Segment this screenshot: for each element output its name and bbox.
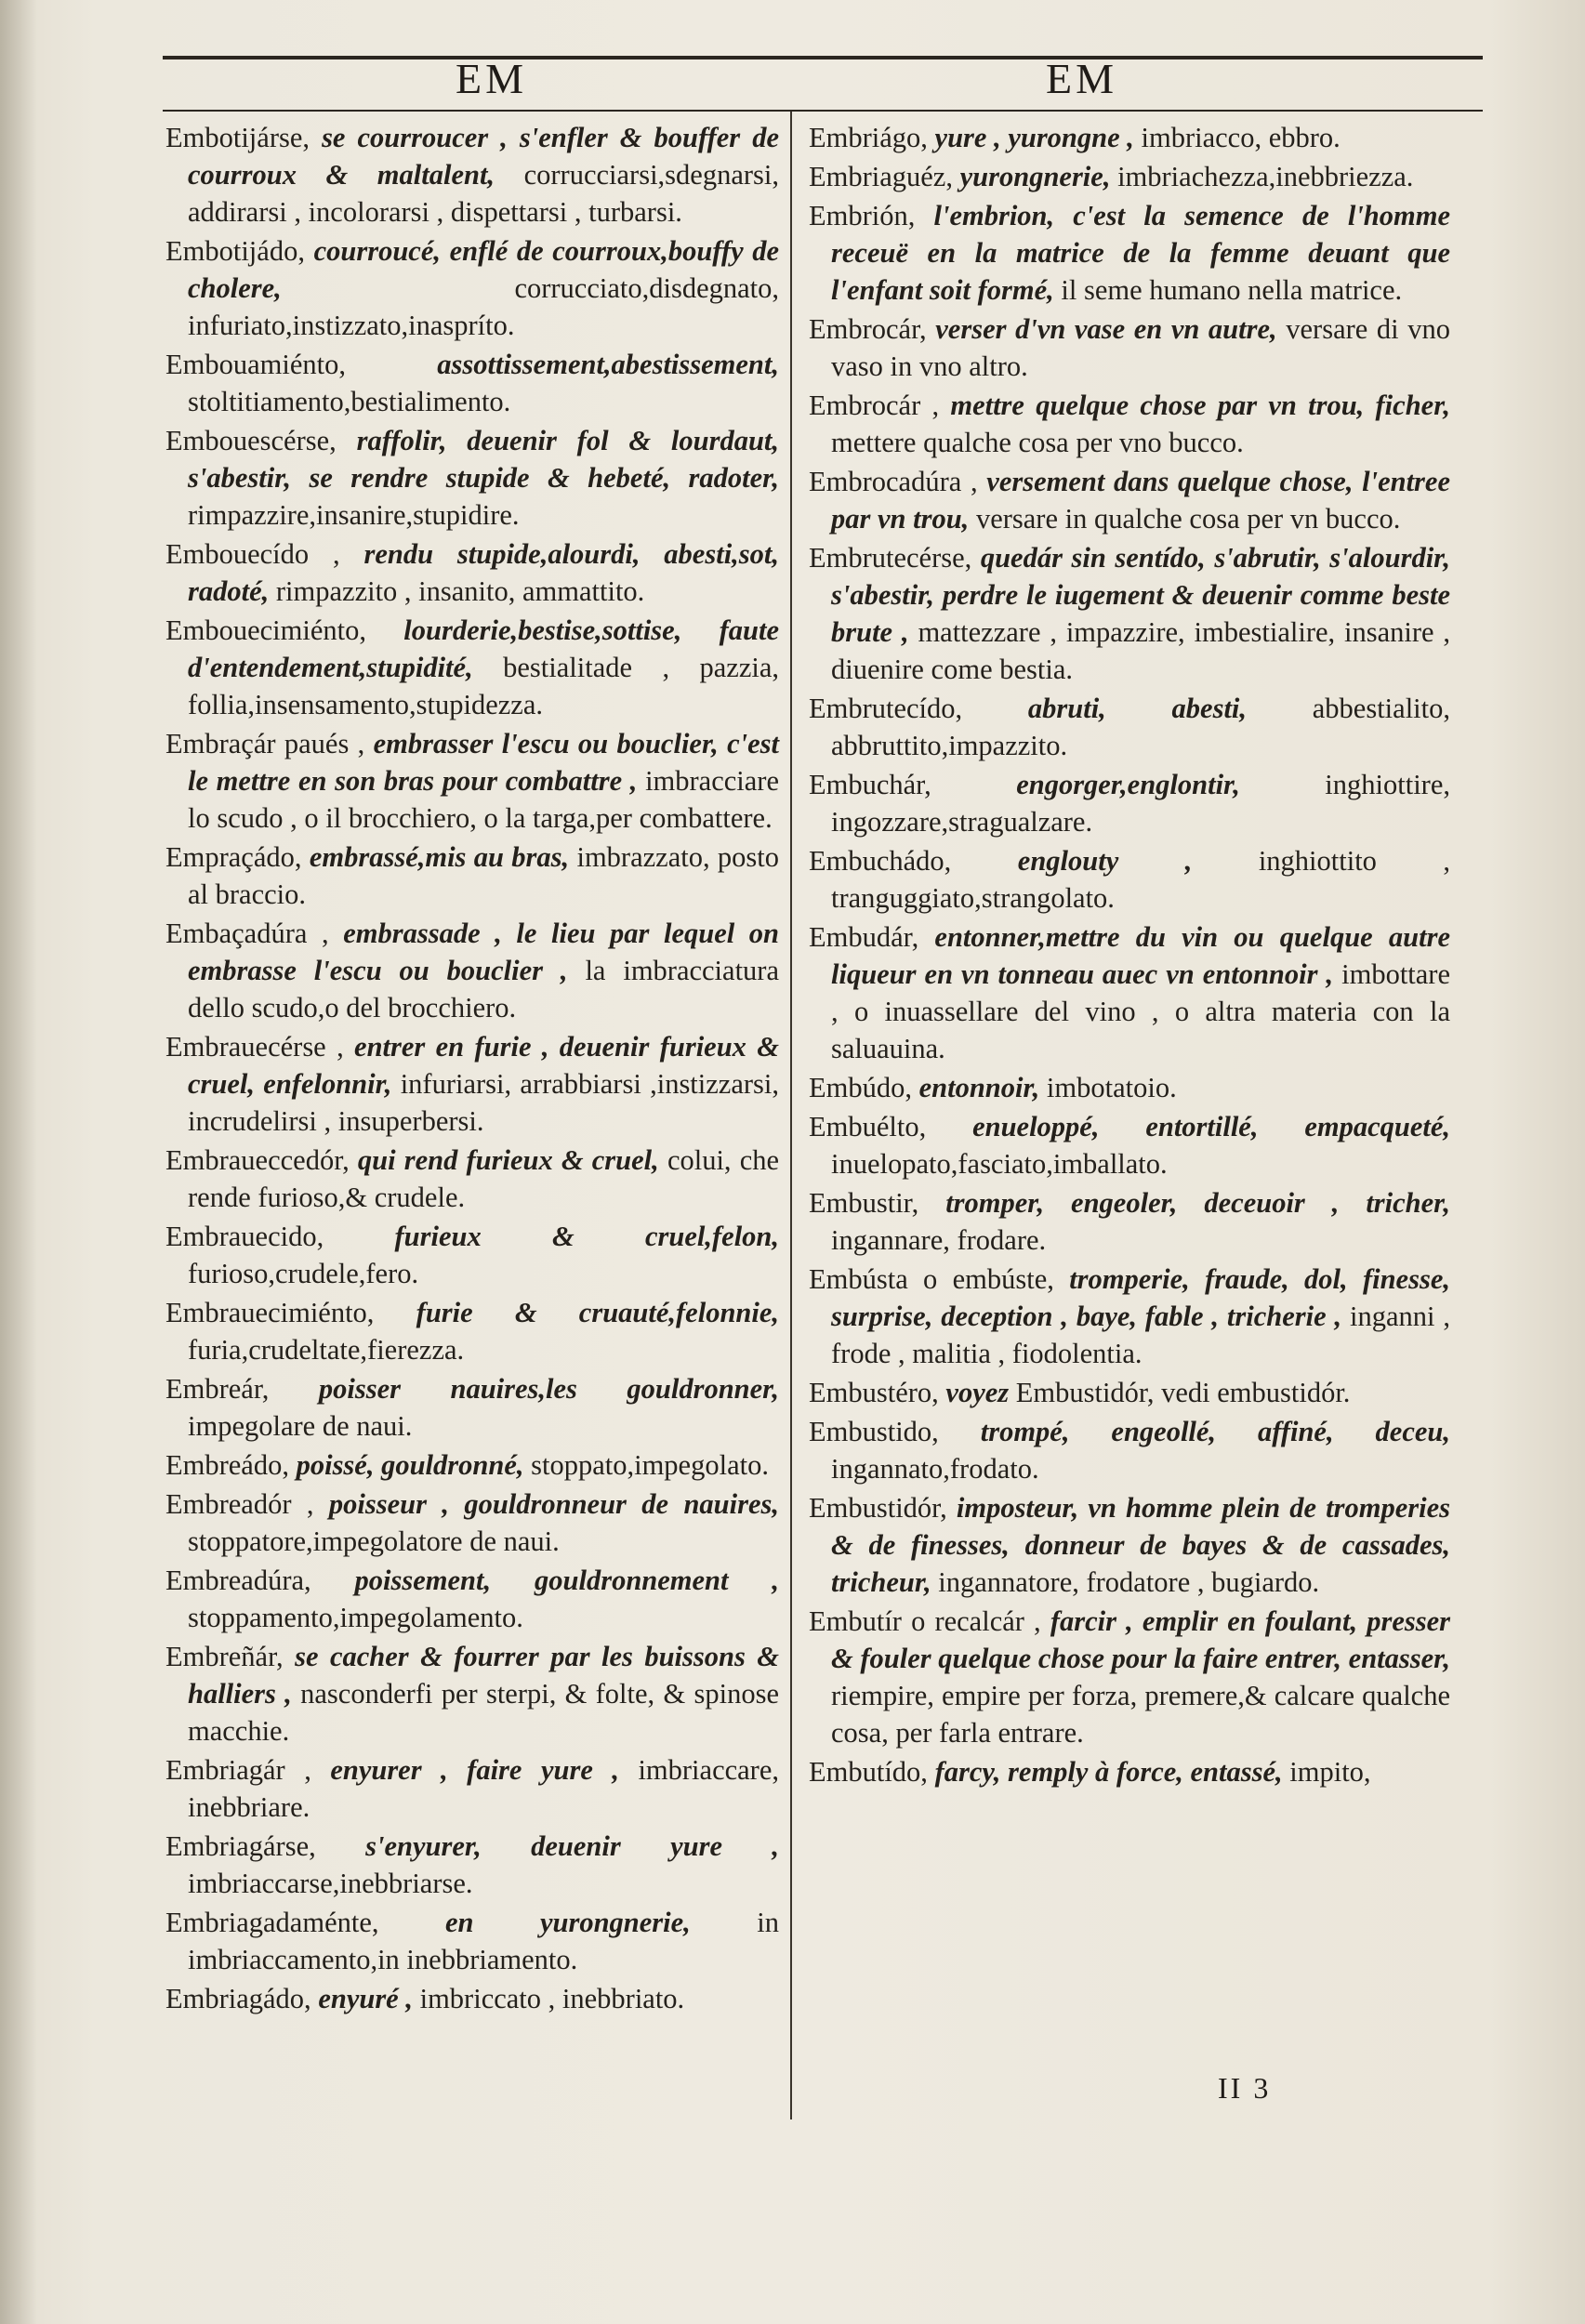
gutter-shadow [0, 0, 37, 2324]
entry-french-gloss: enueloppé, entortillé, empacqueté, [972, 1111, 1450, 1142]
entry-italian-gloss: inghiottire, ingozzare,stragualzare. [831, 769, 1450, 838]
dictionary-entry [165, 1980, 779, 2017]
entry-headword: Embaçadúra , [165, 918, 329, 949]
entry-italian-gloss: infuriarsi, arrabbiarsi ,instizzarsi, incrudelirsi , insuperbersi. [188, 1068, 779, 1137]
entry-italian-gloss: rimpazzito , insanito, ammattito. [275, 575, 645, 607]
entry-italian-gloss: corrucciarsi,sdegnarsi, addirarsi , incolorarsi , dispettarsi , turbarsi. [188, 159, 779, 228]
dictionary-entry [165, 1904, 779, 1978]
entry-french-gloss: assottissement,abestissement, [437, 349, 779, 380]
entry-headword: Embudár, [809, 921, 919, 953]
dictionary-entry [165, 422, 779, 534]
dictionary-entry [165, 1028, 779, 1140]
dictionary-entry [809, 1184, 1450, 1259]
entry-headword: Embrauecérse , [165, 1031, 344, 1063]
entry-headword: Embouecimiénto, [165, 614, 366, 646]
entry-headword: Embriaguéz, [809, 161, 953, 192]
entry-french-gloss: en yurongnerie, [444, 1907, 691, 1938]
entry-italian-gloss: riempire, empire per forza, premere,& calcare qualche cosa, per farla entrare. [831, 1680, 1450, 1749]
entry-headword: Embrutecído, [809, 693, 963, 724]
dictionary-entry [165, 1218, 779, 1292]
dictionary-entry [165, 1486, 779, 1560]
dictionary-entry [809, 197, 1450, 309]
dictionary-entry [165, 1370, 779, 1445]
signature-mark: II 3 [1218, 2071, 1272, 2105]
entry-italian-gloss: ingannare, frodare. [831, 1224, 1047, 1256]
entry-headword: Empraçádo, [165, 841, 302, 873]
dictionary-entry [165, 1828, 779, 1902]
entry-headword: Embriagadaménte, [165, 1907, 379, 1938]
entry-headword: Embriagár , [165, 1754, 311, 1786]
entry-headword: Embrocár , [809, 390, 940, 421]
entry-headword: Embutír o recalcár , [809, 1605, 1041, 1637]
right-column [809, 119, 1450, 1792]
entry-italian-gloss: imbriachezza,inebbriezza. [1117, 161, 1414, 192]
entry-french-gloss: mettre quelque chose par vn trou, ficher, [950, 390, 1451, 421]
entry-headword: Embriagárse, [165, 1830, 316, 1862]
dictionary-entry [809, 766, 1450, 840]
entry-headword: Embreár, [165, 1373, 270, 1405]
running-head-left: EM [456, 55, 527, 102]
entry-headword: Embriágo, [809, 122, 928, 153]
entry-headword: Embriagádo, [165, 1983, 311, 2014]
entry-french-gloss: abruti, abesti, [1027, 693, 1248, 724]
entry-headword: Embúdo, [809, 1072, 912, 1103]
entry-headword: Embustidór, [809, 1492, 947, 1524]
entry-french-gloss: farcy, remply à force, entassé, [934, 1756, 1283, 1788]
entry-french-gloss: verser d'vn vase en vn autre, [935, 313, 1277, 345]
entry-french-gloss: voyez [945, 1377, 1010, 1408]
entry-headword: Embreadór , [165, 1488, 314, 1520]
entry-french-gloss: embrassade , le lieu par lequel on embrasse l'escu ou bouclier , [188, 918, 780, 986]
entry-french-gloss: raffolir, deuenir fol & lourdaut, s'abestir, se rendre stupide & hebeté, radoter, [188, 425, 780, 494]
left-column [165, 119, 779, 2019]
entry-french-gloss: versement dans quelque chose, l'entree par vn trou, [831, 466, 1451, 535]
entry-french-gloss: se cacher & fourrer par les buissons & halliers , [188, 1641, 780, 1710]
entry-headword: Embotijádo, [165, 235, 305, 267]
entry-french-gloss: rendu stupide,alourdi, abesti,sot, radoté, [188, 538, 780, 607]
entry-french-gloss: tromper, engeoler, deceuoir , tricher, [945, 1187, 1450, 1219]
entry-italian-gloss: ingannatore, frodatore , bugiardo. [938, 1566, 1320, 1598]
dictionary-entry [165, 838, 779, 913]
entry-italian-gloss: inganni , frode , malitia , fiodolentia. [831, 1301, 1451, 1369]
entry-headword: Embrauecimiénto, [165, 1297, 375, 1328]
entry-headword: Embraçár paués , [165, 728, 365, 759]
entry-french-gloss: enyurer , faire yure , [330, 1754, 619, 1786]
entry-italian-gloss: versare di vno vaso in vno altro. [831, 313, 1450, 382]
entry-headword: Embouecído , [165, 538, 340, 570]
dictionary-entry [165, 1562, 779, 1636]
entry-headword: Embustéro, [809, 1377, 939, 1408]
dictionary-entry [809, 1413, 1450, 1487]
entry-italian-gloss: abbestialito, abbruttito,impazzito. [831, 693, 1450, 761]
entry-french-gloss: entrer en furie , deuenir furieux & cruel, enfelonnir, [188, 1031, 780, 1100]
entry-italian-gloss: colui, che rende furioso,& crudele. [188, 1144, 780, 1213]
entry-french-gloss: furieux & cruel,felon, [394, 1221, 780, 1252]
running-head-right: EM [1046, 55, 1117, 102]
entry-italian-gloss: rimpazzire,insanire,stupidire. [188, 499, 520, 531]
entry-headword: Embouamiénto, [165, 349, 346, 380]
entry-headword: Embrión, [809, 200, 916, 231]
entry-italian-gloss: impito, [1289, 1756, 1371, 1788]
dictionary-entry [809, 158, 1450, 195]
entry-headword: Embreádo, [165, 1449, 289, 1481]
entry-italian-gloss: imbriaccarse,inebbriarse. [188, 1868, 473, 1899]
entry-italian-gloss: furioso,crudele,fero. [188, 1258, 419, 1289]
entry-italian-gloss: inuelopato,fasciato,imballato. [831, 1148, 1168, 1180]
entry-headword: Embouescérse, [165, 425, 337, 456]
dictionary-entry [809, 1374, 1450, 1411]
dictionary-entry [809, 1753, 1450, 1790]
dictionary-entry [809, 918, 1450, 1067]
entry-french-gloss: imposteur, vn homme plein de tromperies & de finesses, donneur de bayes & de cassades, tricheur, [831, 1492, 1451, 1598]
dictionary-entry [809, 387, 1450, 461]
entry-italian-gloss: furia,crudeltate,fierezza. [188, 1334, 465, 1366]
dictionary-entry [165, 1446, 779, 1484]
entry-italian-gloss: stoltitiamento,bestialimento. [188, 386, 511, 417]
entry-italian-gloss: stoppatore,impegolatore de naui. [188, 1525, 560, 1557]
entry-italian-gloss: imbriccato , inebbriato. [419, 1983, 685, 2014]
column-divider [790, 112, 792, 2119]
dictionary-entry [165, 232, 779, 344]
entry-french-gloss: poissement, gouldronnement , [354, 1565, 779, 1596]
entry-headword: Embrocár, [809, 313, 927, 345]
dictionary-entry [165, 725, 779, 837]
entry-french-gloss: engorger,englontir, [1016, 769, 1240, 800]
entry-italian-gloss: imbriacco, ebbro. [1141, 122, 1341, 153]
entry-french-gloss: poisser nauires,les gouldronner, [318, 1373, 779, 1405]
dictionary-entry [809, 1603, 1450, 1751]
entry-french-gloss: enyuré , [318, 1983, 413, 2014]
dictionary-entry [809, 842, 1450, 917]
entry-french-gloss: entonner,mettre du vin ou quelque autre liqueur en vn tonneau auec vn entonnoir , [831, 921, 1450, 990]
entry-headword: Embutído, [809, 1756, 928, 1788]
entry-italian-gloss: impegolare de naui. [188, 1410, 413, 1442]
entry-french-gloss: englouty , [1017, 845, 1193, 877]
dictionary-entry [165, 1751, 779, 1826]
entry-italian-gloss: imbracciare lo scudo , o il brocchiero, o la targa,per combattere. [188, 765, 779, 834]
dictionary-entry [809, 1261, 1450, 1372]
dictionary-entry [809, 310, 1450, 385]
entry-french-gloss: lourderie,bestise,sottise, faute d'entendement,stupidité, [188, 614, 779, 683]
entry-french-gloss: yure , yurongne , [934, 122, 1134, 153]
entry-italian-gloss: mettere qualche cosa per vno bucco. [831, 427, 1244, 458]
entry-french-gloss: poissé, gouldronné, [296, 1449, 524, 1481]
entry-french-gloss: quedár sin sentído, s'abrutir, s'alourdir, s'abestir, perdre le iugement & deuenir comme beste brute , [831, 542, 1450, 648]
entry-italian-gloss: imbrazzato, posto al braccio. [188, 841, 780, 910]
entry-french-gloss: embrasser l'escu ou bouclier, c'est le mettre en son bras pour combattre , [188, 728, 779, 797]
dictionary-entry [809, 1108, 1450, 1182]
entry-french-gloss: yurongnerie, [959, 161, 1111, 192]
dictionary-entry [809, 1069, 1450, 1106]
entry-headword: Embrutecérse, [809, 542, 972, 574]
entry-french-gloss: l'embrion, c'est la semence de l'homme receuë en la matrice de la femme deuant que l'enfant soit formé, [831, 200, 1450, 306]
entry-italian-gloss: bestialitade , pazzia, follia,insensamento,stupidezza. [188, 652, 780, 720]
entry-italian-gloss: la imbracciatura dello scudo,o del brocchiero. [188, 955, 779, 1023]
entry-italian-gloss: versare in qualche cosa per vn bucco. [975, 503, 1401, 535]
dictionary-entry [165, 1142, 779, 1216]
entry-headword: Embrauecido, [165, 1221, 324, 1252]
entry-headword: Embreadúra, [165, 1565, 311, 1596]
entry-italian-gloss: inghiottito , tranguggiato,strangolato. [831, 845, 1451, 914]
entry-italian-gloss: mattezzare , impazzire, imbestialire, insanire , diuenire come bestia. [831, 616, 1451, 685]
dictionary-entry [165, 915, 779, 1026]
entry-headword: Embrocadúra , [809, 466, 978, 497]
entry-italian-gloss: imbottare , o inuassellare del vino , o altra materia con la saluauina. [831, 958, 1451, 1064]
entry-french-gloss: s'enyurer, deuenir yure , [365, 1830, 779, 1862]
entry-headword: Embotijárse, [165, 122, 310, 153]
entry-french-gloss: poisseur , gouldronneur de nauires, [328, 1488, 779, 1520]
entry-french-gloss: qui rend furieux & cruel, [357, 1144, 659, 1176]
top-rule [163, 56, 1483, 59]
entry-french-gloss: courroucé, enflé de courroux,bouffy de cholere, [188, 235, 780, 304]
entry-french-gloss: embrassé,mis au bras, [309, 841, 570, 873]
entry-headword: Embustido, [809, 1416, 939, 1447]
dictionary-entry [165, 119, 779, 231]
entry-french-gloss: furie & cruauté,felonnie, [416, 1297, 780, 1328]
dictionary-entry [165, 1638, 779, 1750]
entry-headword: Embústa o embúste, [809, 1263, 1054, 1295]
entry-italian-gloss: nasconderfi per sterpi, & folte, & spinose macchie. [188, 1678, 779, 1747]
dictionary-entry [165, 346, 779, 420]
entry-french-gloss: farcir , emplir en foulant, presser & fouler quelque chose pour la faire entrer, entasser, [831, 1605, 1450, 1674]
entry-italian-gloss: imbriaccare, inebbriare. [188, 1754, 779, 1823]
entry-italian-gloss: ingannato,frodato. [831, 1453, 1039, 1485]
entry-italian-gloss: in imbriaccamento,in inebbriamento. [188, 1907, 780, 1975]
dictionary-entry [165, 1294, 779, 1368]
entry-headword: Embreñár, [165, 1641, 284, 1672]
entry-italian-gloss: stoppamento,impegolamento. [188, 1602, 523, 1633]
entry-french-gloss: trompé, engeollé, affiné, deceu, [980, 1416, 1450, 1447]
entry-headword: Embuchár, [809, 769, 931, 800]
dictionary-entry [809, 119, 1450, 156]
entry-headword: Embuchádo, [809, 845, 952, 877]
entry-headword: Embraueccedór, [165, 1144, 350, 1176]
entry-italian-gloss: stoppato,impegolato. [531, 1449, 769, 1481]
entry-french-gloss: entonnoir, [918, 1072, 1040, 1103]
entry-french-gloss: tromperie, fraude, dol, finesse, surprise, deception , baye, fable , tricherie , [831, 1263, 1450, 1332]
dictionary-entry [809, 1489, 1450, 1601]
dictionary-entry [165, 535, 779, 610]
entry-italian-gloss: il seme humano nella matrice. [1061, 274, 1403, 306]
entry-italian-gloss: imbotatoio. [1046, 1072, 1177, 1103]
dictionary-entry [165, 612, 779, 723]
dictionary-entry [809, 690, 1450, 764]
entry-french-gloss: se courroucer , s'enfler & bouffer de courroux & maltalent, [188, 122, 780, 191]
dictionary-entry [809, 539, 1450, 688]
entry-headword: Embustir, [809, 1187, 919, 1219]
entry-italian-gloss: Embustidór, vedi embustidór. [1015, 1377, 1351, 1408]
header-rule [163, 110, 1483, 112]
entry-italian-gloss: corrucciato,disdegnato, infuriato,instizzato,inaspríto. [188, 272, 779, 341]
dictionary-entry [809, 463, 1450, 537]
entry-headword: Embuélto, [809, 1111, 927, 1142]
